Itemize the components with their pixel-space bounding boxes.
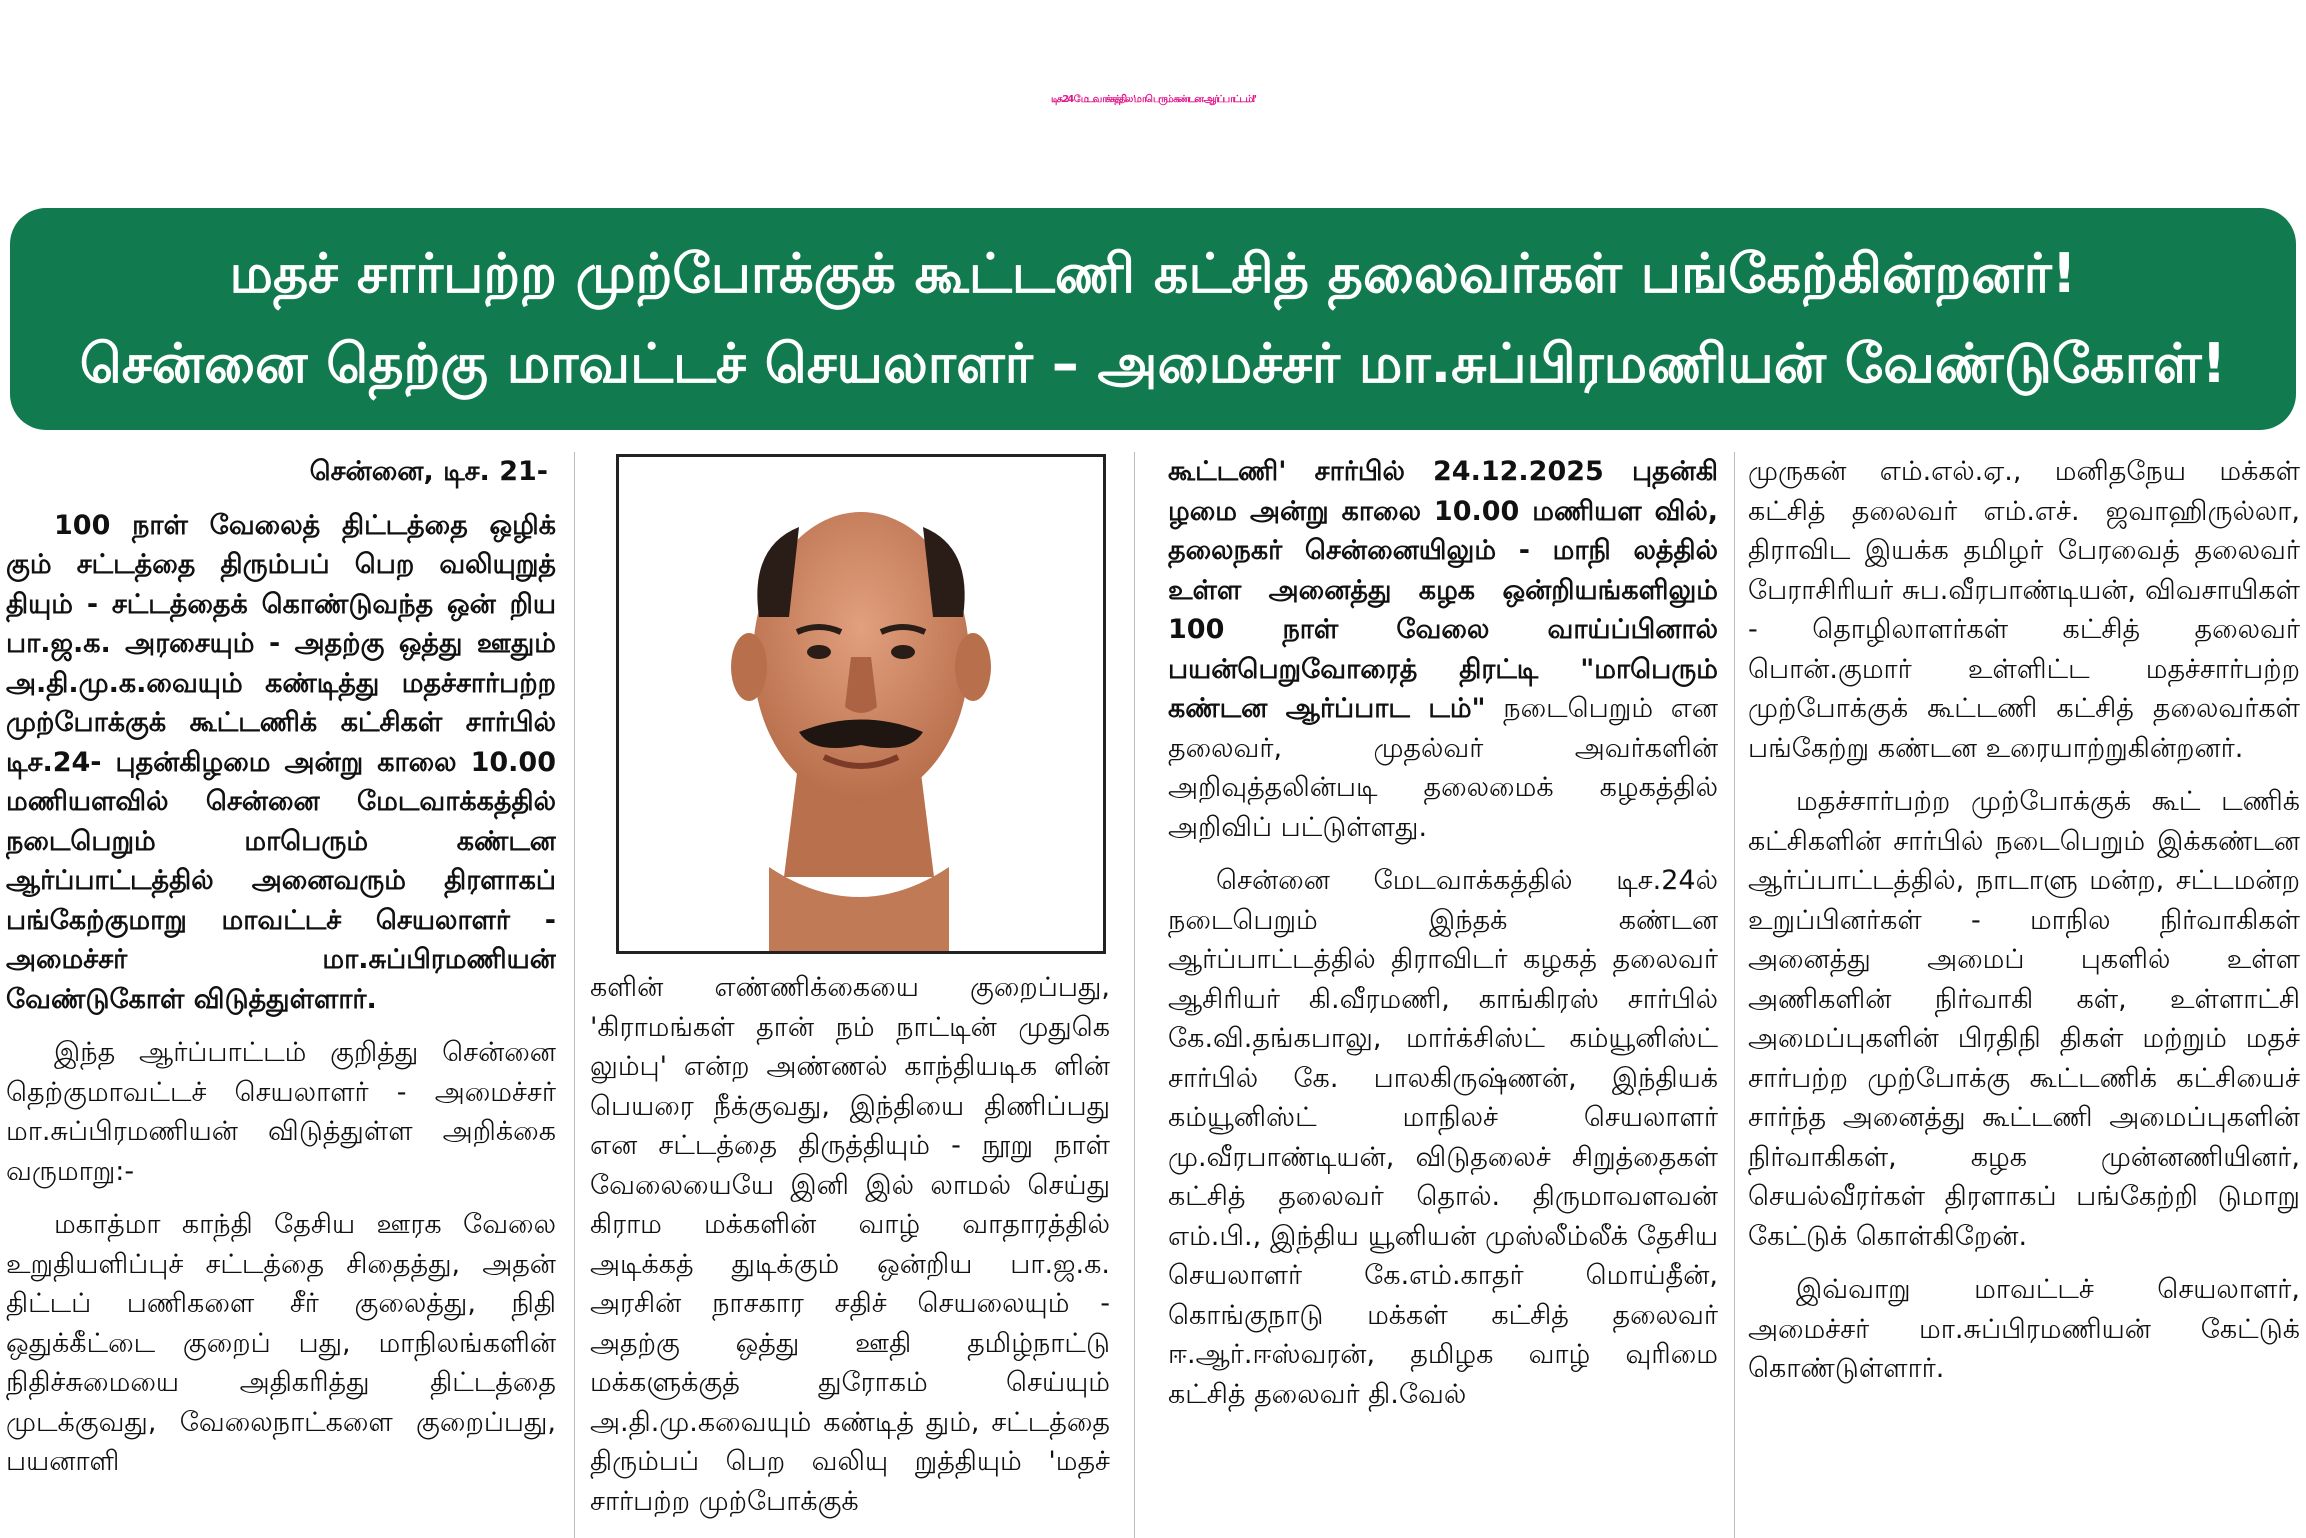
- column-divider: [574, 452, 575, 1538]
- paragraph: மகாத்மா காந்தி தேசிய ஊரக வேலை உறுதியளிப்புச் சட்டத்தை சிதைத்து, அதன் திட்டப் பணிகளை சீர் குலைத்து, நிதி ஒதுக்கீட்டை குறைப் பது, மாநிலங்களின் நிதிச்சுமையை அதிகரித்து திட்டத்தை முடக்குவது, வேலைநாட்களை குறைப்பது, பயனாளி: [6, 1209, 556, 1477]
- article-column-1: [6, 452, 556, 1538]
- lead-paragraph: 100 நாள் வேலைத் திட்டத்தை ஒழிக் கும் சட்டத்தை திரும்பப் பெற வலியுறுத் தியும் - சட்டத்தைக் கொண்டுவந்த ஒன் றிய பா.ஜ.க. அரசையும் - அதற்கு ஒத்து ஊதும் அ.தி.மு.க.வையும் கண்டித்து மதச்சார்பற்ற முற்போக்குக் கூட்டணிக் கட்சிகள் சார்பில் டிச.24- புதன்கிழமை அன்று காலை 10.00 மணியளவில் சென்னை மேடவாக்கத்தில் நடைபெறும் மாபெரும் கண்டன ஆர்ப்பாட்டத்தில் அனைவரும் திரளாகப் பங்கேற்குமாறு மாவட்டச் செயலாளர் - அமைச்சர் மா.சுப்பிரமணியன் வேண்டுகோள் விடுத்துள்ளார்.: [6, 509, 556, 1015]
- dateline: சென்னை, டிச. 21-: [309, 456, 548, 487]
- paragraph: மதச்சார்பற்ற முற்போக்குக் கூட் டணிக் கட்சிகளின் சார்பில் நடைபெறும் இக்கண்டன ஆர்ப்பாட்டத்தில், நாடாளு மன்ற, சட்டமன்ற உறுப்பினர்கள் - மாநில நிர்வாகிகள் அனைத்து அமைப் புகளில் உள்ள அணிகளின் நிர்வாகி கள், உள்ளாட்சி அமைப்புகளின் பிரதிநி திகள் மற்றும் மதச் சார்பற்ற முற்போக்கு கூட்டணிக் கட்சியைச் சார்ந்த அனைத்து கூட்டணி அமைப்புகளின் நிர்வாகிகள், கழக முன்னணியினர், செயல்வீரர்கள் திரளாகப் பங்கேற்றி டுமாறு கேட்டுக் கொள்கிறேன்.: [1748, 786, 2300, 1252]
- column-divider: [1734, 452, 1735, 1538]
- column-divider: [1134, 452, 1135, 1538]
- paragraph: இவ்வாறு மாவட்டச் செயலாளர், அமைச்சர் மா.சுப்பிரமணியன் கேட்டுக் கொண்டுள்ளார்.: [1748, 1274, 2300, 1384]
- portrait-image: [619, 457, 1103, 951]
- paragraph: களின் எண்ணிக்கையை குறைப்பது, 'கிராமங்கள் தான் நம் நாட்டின் முதுகெ லும்பு' என்ற அண்ணல் காந்தியடிக ளின் பெயரை நீக்குவது, இந்தியை திணிப்பது என சட்டத்தை திருத்தியும் - நூறு நாள் வேலையையே இனி இல் லாமல் செய்து கிராம மக்களின் வாழ் வாதாரத்தில் அடிக்கத் துடிக்கும் ஒன்றிய பா.ஜ.க. அரசின் நாசகார சதிச் செயலையும் - அதற்கு ஒத்து ஊதி தமிழ்நாட்டு மக்களுக்குத் துரோகம் செய்யும் அ.தி.மு.கவையும் கண்டித் தும், சட்டத்தை திரும்பப் பெற வலியு றுத்தியும் 'மதச் சார்பற்ற முற்போக்குக்: [590, 972, 1110, 1517]
- banner-line-2: சென்னை தெற்கு மாவட்டச் செயலாளர் – அமைச்சர் மா.சுப்பிரமணியன் வேண்டுகோள்!: [79, 332, 2227, 395]
- article-column-4: [1748, 452, 2300, 1538]
- subheadline-banner: [10, 208, 2296, 430]
- paragraph: [1168, 452, 1718, 847]
- article-column-3: [1168, 452, 1718, 1538]
- article-column-2: [590, 968, 1110, 1538]
- paragraph: முருகன் எம்.எல்.ஏ., மனிதநேய மக்கள் கட்சித் தலைவர் எம்.எச். ஜவாஹிருல்லா, திராவிட இயக்க தமிழர் பேரவைத் தலைவர் பேராசிரியர் சுப.வீரபாண்டியன், விவசாயிகள் - தொழிலாளர்கள் கட்சித் தலைவர் பொன்.குமார் உள்ளிட்ட மதச்சார்பற்ற முற்போக்குக் கூட்டணி கட்சித் தலைவர்கள் பங்கேற்று கண்டன உரையாற்றுகின்றனர்.: [1748, 456, 2300, 764]
- banner-line-1: மதச் சார்பற்ற முற்போக்குக் கூட்டணி கட்சித் தலைவர்கள் பங்கேற்கின்றனர்!: [229, 242, 2077, 305]
- paragraph: சென்னை மேடவாக்கத்தில் டிச.24ல் நடைபெறும் இந்தக் கண்டன ஆர்ப்பாட்டத்தில் திராவிடர் கழகத் தலைவர் ஆசிரியர் கி.வீரமணி, காங்கிரஸ் சார்பில் கே.வி.தங்கபாலு, மார்க்சிஸ்ட் கம்யூனிஸ்ட் சார்பில் கே. பாலகிருஷ்ணன், இந்தியக் கம்யூனிஸ்ட் மாநிலச் செயலாளர் மு.வீரபாண்டியன், விடுதலைச் சிறுத்தைகள் கட்சித் தலைவர் தொல். திருமாவளவன் எம்.பி., இந்திய யூனியன் முஸ்லீம்லீக் தேசிய செயலாளர் கே.எம்.காதர் மொய்தீன், கொங்குநாடு மக்கள் கட்சித் தலைவர் ஈ.ஆர்.ஈஸ்வரன், தமிழக வாழ் வுரிமை கட்சித் தலைவர் தி.வேல்: [1168, 865, 1718, 1410]
- paragraph: இந்த ஆர்ப்பாட்டம் குறித்து சென்னை தெற்குமாவட்டச் செயலாளர் - அமைச்சர் மா.சுப்பிரமணியன் விடுத்துள்ள அறிக்கை வருமாறு:-: [6, 1037, 556, 1187]
- regular-text: நடைபெறும் என தலைவர், முதல்வர் அவர்களின் அறிவுத்தலின்படி தலைமைக் கழகத்தில் அறிவிப் பட்டுள்ளது.: [1168, 693, 1718, 843]
- bold-text: கூட்டணி' சார்பில் 24.12.2025 புதன்கி ழமை அன்று காலை 10.00 மணியள வில், தலைநகர் சென்னையிலும் - மாநி லத்தில் உள்ள அனைத்து கழக ஒன்றியங்களிலும் 100 நாள் வேலை வாய்ப்பினால் பயன்பெறுவோரைத் திரட்டி "மாபெரும் கண்டன ஆர்ப்பாட டம்": [1168, 456, 1718, 724]
- headline: டிச.24 மேடவாக்கத்தில 'மாபெரும் கண்டன ஆர்ப்பாட்டம்!': [1050, 94, 1256, 105]
- minister-photo: [616, 454, 1106, 954]
